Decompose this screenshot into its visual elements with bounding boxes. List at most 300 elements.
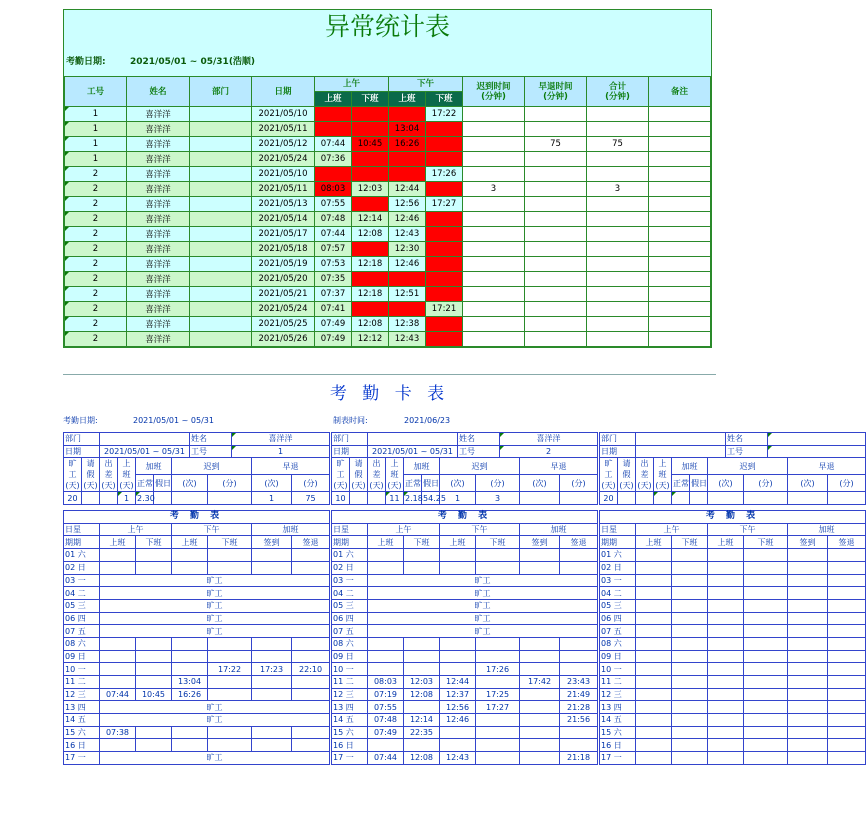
punch-cell[interactable] (100, 663, 136, 676)
cell-emp-id[interactable]: 2 (65, 242, 127, 257)
absent-marker[interactable]: 旷工 (368, 574, 598, 587)
absent-marker[interactable]: 旷工 (100, 625, 330, 638)
punch-cell[interactable] (672, 561, 708, 574)
summary-early-mins[interactable]: 75 (292, 492, 330, 505)
punch-cell[interactable] (636, 637, 672, 650)
punch-cell[interactable] (788, 625, 828, 638)
cell-emp-id[interactable]: 2 (65, 182, 127, 197)
cell-date[interactable]: 2021/05/19 (252, 257, 315, 272)
col-header-pm[interactable]: 下午 (389, 77, 463, 92)
punch-cell[interactable] (828, 650, 866, 663)
punch-cell[interactable] (440, 561, 476, 574)
punch-cell[interactable] (520, 688, 560, 701)
punch-cell[interactable] (172, 726, 208, 739)
cell-punch-time[interactable]: 12:46 (389, 212, 426, 227)
cell-dept[interactable] (190, 122, 252, 137)
cell-total-minutes[interactable] (587, 287, 649, 302)
punch-cell[interactable]: 07:44 (100, 688, 136, 701)
summary-leave[interactable] (82, 492, 100, 505)
punch-cell[interactable] (476, 637, 520, 650)
punch-cell[interactable] (744, 612, 788, 625)
punch-cell[interactable] (636, 752, 672, 765)
cell-emp-id[interactable]: 1 (65, 152, 127, 167)
punch-cell[interactable] (672, 701, 708, 714)
cell-remark[interactable] (649, 257, 711, 272)
punch-cell[interactable] (744, 701, 788, 714)
punch-cell[interactable] (520, 663, 560, 676)
absent-marker[interactable]: 旷工 (100, 574, 330, 587)
cell-emp-id[interactable]: 2 (65, 332, 127, 347)
punch-cell[interactable] (788, 676, 828, 689)
cell-punch-time[interactable] (426, 152, 463, 167)
punch-cell[interactable] (744, 587, 788, 600)
summary-trip[interactable] (368, 492, 386, 505)
cell-early-minutes[interactable] (525, 197, 587, 212)
value-date[interactable]: 2021/05/01 ~ 05/31 (100, 445, 190, 458)
punch-cell[interactable] (744, 688, 788, 701)
cell-punch-time[interactable] (389, 107, 426, 122)
punch-cell[interactable] (708, 701, 744, 714)
punch-cell[interactable] (440, 663, 476, 676)
punch-cell[interactable] (252, 739, 292, 752)
cell-name[interactable]: 喜洋洋 (127, 212, 190, 227)
cell-punch-time[interactable] (426, 242, 463, 257)
summary-trip[interactable] (100, 492, 118, 505)
punch-cell[interactable] (828, 574, 866, 587)
cell-early-minutes[interactable]: 75 (525, 137, 587, 152)
punch-cell[interactable] (672, 688, 708, 701)
cell-late-minutes[interactable] (463, 122, 525, 137)
value-dept[interactable] (368, 433, 458, 446)
punch-cell[interactable] (520, 739, 560, 752)
cell-punch-time[interactable] (352, 272, 389, 287)
punch-cell[interactable] (100, 637, 136, 650)
punch-cell[interactable] (476, 726, 520, 739)
cell-dept[interactable] (190, 332, 252, 347)
cell-punch-time[interactable]: 08:03 (315, 182, 352, 197)
cell-early-minutes[interactable] (525, 317, 587, 332)
summary-late-times[interactable] (708, 492, 744, 505)
cell-late-minutes[interactable] (463, 242, 525, 257)
cell-punch-time[interactable]: 07:57 (315, 242, 352, 257)
punch-cell[interactable] (172, 549, 208, 562)
cell-late-minutes[interactable] (463, 197, 525, 212)
cell-punch-time[interactable] (352, 197, 389, 212)
punch-cell[interactable] (172, 739, 208, 752)
punch-cell[interactable] (560, 650, 598, 663)
punch-cell[interactable] (828, 637, 866, 650)
punch-cell[interactable]: 12:56 (440, 701, 476, 714)
cell-emp-id[interactable]: 1 (65, 137, 127, 152)
cell-emp-id[interactable]: 1 (65, 122, 127, 137)
punch-cell[interactable]: 07:38 (100, 726, 136, 739)
value-emp-id[interactable]: 1 (232, 445, 330, 458)
punch-cell[interactable] (708, 574, 744, 587)
cell-punch-time[interactable]: 17:21 (426, 302, 463, 317)
cell-remark[interactable] (649, 317, 711, 332)
absent-marker[interactable]: 旷工 (368, 599, 598, 612)
punch-cell[interactable] (440, 650, 476, 663)
punch-cell[interactable] (828, 663, 866, 676)
punch-cell[interactable]: 12:43 (440, 752, 476, 765)
cell-date[interactable]: 2021/05/11 (252, 122, 315, 137)
punch-cell[interactable] (520, 549, 560, 562)
cell-remark[interactable] (649, 272, 711, 287)
punch-cell[interactable] (404, 561, 440, 574)
col-header-late[interactable]: 迟到时间 (分钟) (463, 77, 525, 107)
punch-cell[interactable]: 12:03 (404, 676, 440, 689)
punch-cell[interactable] (368, 650, 404, 663)
col-header-total[interactable]: 合计 (分钟) (587, 77, 649, 107)
punch-cell[interactable] (520, 701, 560, 714)
punch-cell[interactable] (788, 701, 828, 714)
punch-cell[interactable] (672, 676, 708, 689)
punch-cell[interactable] (636, 561, 672, 574)
punch-cell[interactable] (788, 752, 828, 765)
punch-cell[interactable]: 22:10 (292, 663, 330, 676)
cell-punch-time[interactable] (426, 317, 463, 332)
absent-marker[interactable]: 旷工 (100, 701, 330, 714)
cell-dept[interactable] (190, 317, 252, 332)
punch-cell[interactable] (560, 739, 598, 752)
cell-emp-id[interactable]: 2 (65, 227, 127, 242)
punch-cell[interactable] (404, 663, 440, 676)
punch-cell[interactable] (636, 574, 672, 587)
cell-punch-time[interactable]: 12:03 (352, 182, 389, 197)
punch-cell[interactable] (520, 714, 560, 727)
cell-early-minutes[interactable] (525, 257, 587, 272)
cell-punch-time[interactable]: 10:45 (352, 137, 389, 152)
cell-total-minutes[interactable] (587, 227, 649, 242)
punch-cell[interactable] (744, 714, 788, 727)
punch-cell[interactable] (476, 650, 520, 663)
punch-cell[interactable] (708, 676, 744, 689)
punch-cell[interactable] (476, 739, 520, 752)
cell-date[interactable]: 2021/05/12 (252, 137, 315, 152)
cell-total-minutes[interactable] (587, 257, 649, 272)
cell-punch-time[interactable] (426, 272, 463, 287)
summary-leave[interactable] (350, 492, 368, 505)
cell-date[interactable]: 2021/05/21 (252, 287, 315, 302)
summary-absent[interactable]: 10 (332, 492, 350, 505)
cell-date[interactable]: 2021/05/14 (252, 212, 315, 227)
cell-dept[interactable] (190, 302, 252, 317)
col-header-am-in[interactable]: 上班 (315, 92, 352, 107)
punch-cell[interactable] (404, 739, 440, 752)
punch-cell[interactable] (636, 688, 672, 701)
punch-cell[interactable]: 21:18 (560, 752, 598, 765)
punch-cell[interactable] (368, 637, 404, 650)
cell-late-minutes[interactable]: 3 (463, 182, 525, 197)
cell-punch-time[interactable] (389, 272, 426, 287)
punch-cell[interactable] (252, 637, 292, 650)
punch-cell[interactable] (252, 676, 292, 689)
punch-cell[interactable] (744, 676, 788, 689)
summary-late-mins[interactable] (744, 492, 788, 505)
cell-punch-time[interactable]: 07:49 (315, 317, 352, 332)
summary-late-times[interactable]: 1 (440, 492, 476, 505)
cell-name[interactable]: 喜洋洋 (127, 122, 190, 137)
punch-cell[interactable] (636, 676, 672, 689)
col-header-date[interactable]: 日期 (252, 77, 315, 107)
punch-cell[interactable] (476, 714, 520, 727)
summary-trip[interactable] (636, 492, 654, 505)
absent-marker[interactable]: 旷工 (368, 625, 598, 638)
cell-name[interactable]: 喜洋洋 (127, 197, 190, 212)
cell-total-minutes[interactable] (587, 302, 649, 317)
cell-name[interactable]: 喜洋洋 (127, 152, 190, 167)
punch-cell[interactable] (788, 739, 828, 752)
cell-early-minutes[interactable] (525, 287, 587, 302)
cell-punch-time[interactable] (315, 122, 352, 137)
punch-cell[interactable] (744, 752, 788, 765)
summary-work[interactable]: 11 (386, 492, 404, 505)
cell-total-minutes[interactable]: 3 (587, 182, 649, 197)
cell-name[interactable]: 喜洋洋 (127, 287, 190, 302)
punch-cell[interactable] (788, 599, 828, 612)
cell-dept[interactable] (190, 167, 252, 182)
value-dept[interactable] (100, 433, 190, 446)
value-emp-id[interactable]: 2 (500, 445, 598, 458)
summary-late-times[interactable] (172, 492, 208, 505)
absent-marker[interactable]: 旷工 (100, 714, 330, 727)
punch-cell[interactable] (788, 663, 828, 676)
punch-cell[interactable]: 07:49 (368, 726, 404, 739)
absent-marker[interactable]: 旷工 (100, 612, 330, 625)
punch-cell[interactable] (788, 637, 828, 650)
cell-punch-time[interactable]: 07:41 (315, 302, 352, 317)
cell-dept[interactable] (190, 242, 252, 257)
cell-punch-time[interactable]: 12:08 (352, 317, 389, 332)
punch-cell[interactable]: 10:45 (136, 688, 172, 701)
punch-cell[interactable]: 12:08 (404, 752, 440, 765)
cell-dept[interactable] (190, 107, 252, 122)
punch-cell[interactable]: 17:27 (476, 701, 520, 714)
cell-remark[interactable] (649, 242, 711, 257)
punch-cell[interactable] (292, 726, 330, 739)
punch-cell[interactable] (136, 549, 172, 562)
punch-cell[interactable] (708, 752, 744, 765)
punch-cell[interactable] (672, 714, 708, 727)
punch-cell[interactable] (100, 650, 136, 663)
cell-punch-time[interactable] (315, 107, 352, 122)
cell-name[interactable]: 喜洋洋 (127, 272, 190, 287)
punch-cell[interactable]: 12:37 (440, 688, 476, 701)
summary-early-times[interactable] (788, 492, 828, 505)
punch-cell[interactable] (708, 739, 744, 752)
cell-date[interactable]: 2021/05/11 (252, 182, 315, 197)
punch-cell[interactable] (368, 663, 404, 676)
punch-cell[interactable] (744, 726, 788, 739)
value-date[interactable]: 2021/05/01 ~ 05/31 (368, 445, 458, 458)
cell-punch-time[interactable]: 12:30 (389, 242, 426, 257)
punch-cell[interactable] (788, 714, 828, 727)
punch-cell[interactable]: 21:28 (560, 701, 598, 714)
cell-remark[interactable] (649, 122, 711, 137)
cell-name[interactable]: 喜洋洋 (127, 167, 190, 182)
cell-punch-time[interactable] (352, 152, 389, 167)
summary-late-mins[interactable] (208, 492, 252, 505)
col-header-am[interactable]: 上午 (315, 77, 389, 92)
cell-punch-time[interactable]: 07:49 (315, 332, 352, 347)
cell-punch-time[interactable] (352, 242, 389, 257)
cell-remark[interactable] (649, 212, 711, 227)
cell-punch-time[interactable]: 07:35 (315, 272, 352, 287)
cell-punch-time[interactable] (389, 152, 426, 167)
punch-cell[interactable] (560, 726, 598, 739)
punch-cell[interactable]: 21:49 (560, 688, 598, 701)
punch-cell[interactable] (404, 701, 440, 714)
punch-cell[interactable] (520, 650, 560, 663)
cell-remark[interactable] (649, 182, 711, 197)
cell-punch-time[interactable]: 12:18 (352, 287, 389, 302)
cell-punch-time[interactable]: 12:43 (389, 227, 426, 242)
punch-cell[interactable] (788, 612, 828, 625)
col-header-am-out[interactable]: 下班 (352, 92, 389, 107)
punch-cell[interactable]: 17:22 (208, 663, 252, 676)
punch-cell[interactable]: 17:25 (476, 688, 520, 701)
punch-cell[interactable] (520, 637, 560, 650)
punch-cell[interactable] (208, 549, 252, 562)
punch-cell[interactable] (744, 650, 788, 663)
punch-cell[interactable] (136, 726, 172, 739)
cell-punch-time[interactable]: 07:55 (315, 197, 352, 212)
cell-total-minutes[interactable] (587, 317, 649, 332)
punch-cell[interactable]: 12:46 (440, 714, 476, 727)
cell-dept[interactable] (190, 257, 252, 272)
punch-cell[interactable] (208, 561, 252, 574)
punch-cell[interactable] (476, 549, 520, 562)
cell-punch-time[interactable]: 07:53 (315, 257, 352, 272)
cell-early-minutes[interactable] (525, 167, 587, 182)
cell-early-minutes[interactable] (525, 152, 587, 167)
cell-punch-time[interactable]: 13:04 (389, 122, 426, 137)
cell-punch-time[interactable] (389, 167, 426, 182)
punch-cell[interactable]: 07:44 (368, 752, 404, 765)
cell-punch-time[interactable]: 12:44 (389, 182, 426, 197)
punch-cell[interactable] (100, 739, 136, 752)
cell-punch-time[interactable] (426, 122, 463, 137)
punch-cell[interactable] (252, 650, 292, 663)
punch-cell[interactable] (788, 574, 828, 587)
cell-early-minutes[interactable] (525, 272, 587, 287)
col-header-emp-id[interactable]: 工号 (65, 77, 127, 107)
cell-late-minutes[interactable] (463, 287, 525, 302)
cell-emp-id[interactable]: 2 (65, 197, 127, 212)
punch-cell[interactable] (708, 561, 744, 574)
cell-total-minutes[interactable] (587, 152, 649, 167)
summary-ot-holiday[interactable]: 54.25 (423, 493, 446, 503)
cell-punch-time[interactable]: 12:43 (389, 332, 426, 347)
punch-cell[interactable] (292, 561, 330, 574)
cell-late-minutes[interactable] (463, 227, 525, 242)
cell-punch-time[interactable] (389, 302, 426, 317)
punch-cell[interactable] (672, 549, 708, 562)
punch-cell[interactable] (252, 561, 292, 574)
cell-punch-time[interactable] (426, 287, 463, 302)
cell-remark[interactable] (649, 287, 711, 302)
punch-cell[interactable] (708, 599, 744, 612)
cell-dept[interactable] (190, 182, 252, 197)
punch-cell[interactable] (476, 561, 520, 574)
summary-early-times[interactable]: 1 (252, 492, 292, 505)
punch-cell[interactable] (440, 726, 476, 739)
value-name[interactable]: 喜洋洋 (500, 433, 598, 446)
punch-cell[interactable] (672, 739, 708, 752)
summary-early-mins[interactable] (560, 492, 598, 505)
cell-punch-time[interactable]: 07:36 (315, 152, 352, 167)
punch-cell[interactable] (172, 650, 208, 663)
cell-remark[interactable] (649, 197, 711, 212)
punch-cell[interactable] (672, 574, 708, 587)
cell-emp-id[interactable]: 2 (65, 272, 127, 287)
col-header-pm-in[interactable]: 上班 (389, 92, 426, 107)
cell-total-minutes[interactable] (587, 107, 649, 122)
summary-ot-normal[interactable] (672, 492, 690, 505)
punch-cell[interactable] (828, 726, 866, 739)
cell-punch-time[interactable]: 17:22 (426, 107, 463, 122)
cell-punch-time[interactable] (352, 167, 389, 182)
punch-cell[interactable] (560, 637, 598, 650)
cell-punch-time[interactable] (352, 122, 389, 137)
punch-cell[interactable] (672, 726, 708, 739)
cell-punch-time[interactable]: 07:48 (315, 212, 352, 227)
punch-cell[interactable] (788, 726, 828, 739)
punch-cell[interactable] (440, 637, 476, 650)
punch-cell[interactable] (744, 549, 788, 562)
cell-dept[interactable] (190, 287, 252, 302)
summary-absent[interactable]: 20 (600, 492, 618, 505)
punch-cell[interactable] (672, 612, 708, 625)
absent-marker[interactable]: 旷工 (100, 599, 330, 612)
cell-early-minutes[interactable] (525, 227, 587, 242)
absent-marker[interactable]: 旷工 (100, 752, 330, 765)
punch-cell[interactable] (828, 625, 866, 638)
cell-total-minutes[interactable] (587, 122, 649, 137)
punch-cell[interactable] (476, 752, 520, 765)
punch-cell[interactable] (744, 625, 788, 638)
cell-total-minutes[interactable] (587, 242, 649, 257)
punch-cell[interactable]: 12:08 (404, 688, 440, 701)
cell-emp-id[interactable]: 2 (65, 287, 127, 302)
punch-cell[interactable] (172, 637, 208, 650)
col-header-name[interactable]: 姓名 (127, 77, 190, 107)
punch-cell[interactable] (708, 688, 744, 701)
cell-dept[interactable] (190, 212, 252, 227)
punch-cell[interactable]: 17:23 (252, 663, 292, 676)
punch-cell[interactable] (560, 561, 598, 574)
punch-cell[interactable] (560, 549, 598, 562)
punch-cell[interactable] (292, 637, 330, 650)
summary-leave[interactable] (618, 492, 636, 505)
cell-late-minutes[interactable] (463, 107, 525, 122)
summary-early-times[interactable] (520, 492, 560, 505)
punch-cell[interactable] (828, 739, 866, 752)
cell-total-minutes[interactable]: 75 (587, 137, 649, 152)
punch-cell[interactable] (172, 561, 208, 574)
value-dept[interactable] (636, 433, 726, 446)
punch-cell[interactable] (788, 688, 828, 701)
cell-punch-time[interactable]: 12:56 (389, 197, 426, 212)
punch-cell[interactable] (440, 549, 476, 562)
cell-name[interactable]: 喜洋洋 (127, 227, 190, 242)
cell-remark[interactable] (649, 137, 711, 152)
punch-cell[interactable] (404, 549, 440, 562)
punch-cell[interactable] (672, 599, 708, 612)
cell-early-minutes[interactable] (525, 212, 587, 227)
cell-punch-time[interactable]: 12:46 (389, 257, 426, 272)
punch-cell[interactable] (708, 650, 744, 663)
